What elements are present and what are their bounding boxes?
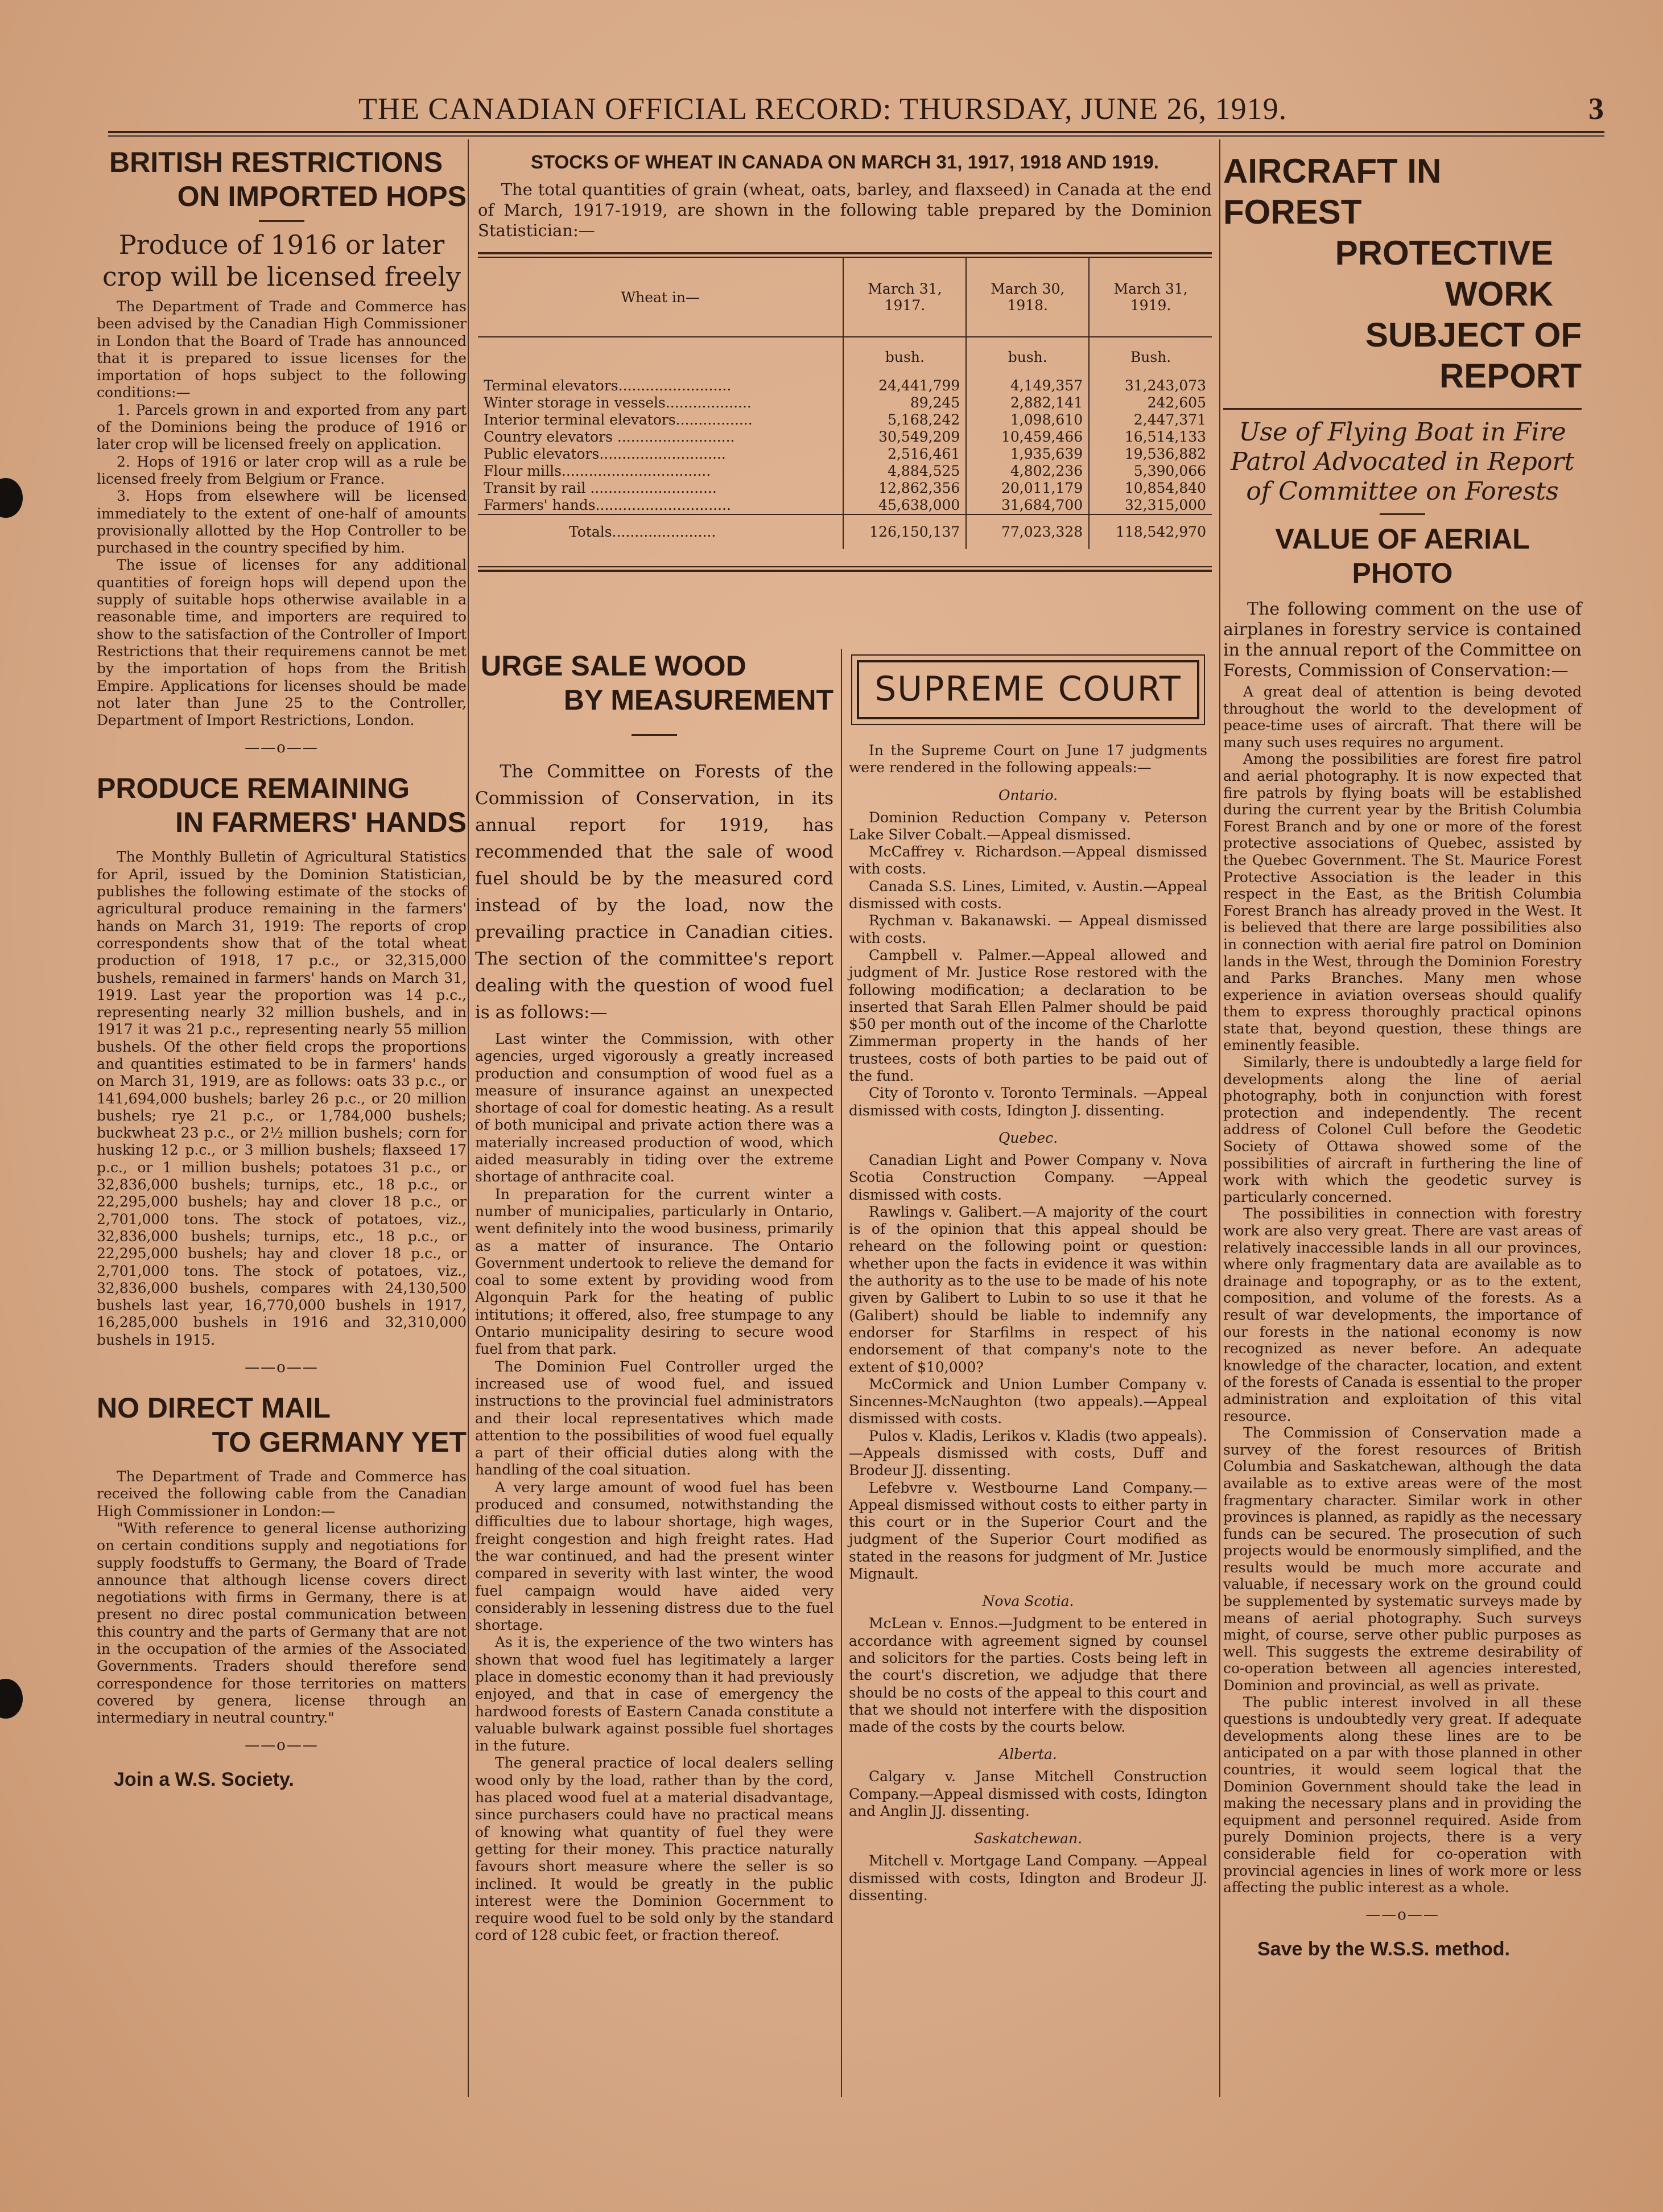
masthead	[102, 85, 1604, 131]
hops-article-body	[97, 298, 467, 729]
hops-subhead: Produce of 1916 or later crop will be licensed freely	[102, 229, 461, 292]
stocks-cell: 30,549,209	[843, 429, 966, 446]
stocks-table-rule-bottom	[478, 566, 1212, 567]
court-case: McLean v. Ennos.—Judgment to be entered in accordance with agreement signed by counsel and solicitors for the parties. Costs being left in the court's discretion, we adjudge that there should be no costs of the appeal to this court and that we should not interfere with the disposition made of the costs by the courts below.	[849, 1615, 1207, 1736]
court-case: Canadian Light and Power Company v. Nova Scotia Construction Company. —Appeal dismissed with costs.	[849, 1151, 1207, 1203]
stocks-unit: bush.	[966, 337, 1089, 377]
stocks-cell: 4,884,525	[843, 463, 966, 480]
aircraft-article-body	[1223, 683, 1582, 1896]
aircraft-headline-1: AIRCRAFT IN FOREST	[1223, 152, 1442, 231]
stocks-cell: 16,514,133	[1089, 429, 1212, 446]
court-province-heading: Alberta.	[999, 1746, 1057, 1763]
stocks-cell: 2,447,371	[1089, 411, 1212, 429]
stocks-cell: 126,150,137	[843, 514, 966, 549]
court-province-heading: Saskatchewan.	[973, 1830, 1083, 1847]
stocks-cell: 89,245	[843, 394, 966, 411]
stocks-cell: 5,390,066	[1089, 463, 1212, 480]
mail-paragraph: The Department of Trade and Commerce has received the following cable from the Canadian High Commissioner in London:—	[97, 1468, 467, 1519]
stocks-cell: 1,935,639	[966, 446, 1089, 463]
wood-paragraph: The Dominion Fuel Controller urged the increased use of wood fuel, and issued instructions to the provincial fuel administrators and their local representatives which made attention to the possibilities of wood fuel equally a part of their official duties along with the handling of the coal situation.	[475, 1358, 833, 1478]
stocks-unit: bush.	[843, 337, 966, 377]
stocks-table-row	[478, 394, 1212, 411]
stocks-cell: Interior terminal elevators.................	[484, 411, 753, 428]
stocks-cell: Winter storage in vessels...................	[484, 394, 752, 411]
stocks-cell: 32,315,000	[1089, 497, 1212, 514]
court-case: Lefebvre v. Westbourne Land Company.—Appeal dismissed without costs to either party in this court or in the Superior Court and the judgment of the Superior Court modified as stated in the reasons for judgment of Mr. Justice Mignault.	[849, 1479, 1207, 1583]
court-case-list	[849, 1615, 1207, 1736]
stocks-col-header: Wheat in—	[621, 289, 700, 306]
hops-paragraph: The Department of Trade and Commerce has been advised by the Canadian High Commissioner in London that the Board of Trade has announced that it is prepared to issue licenses for the importation of hops subject to the following conditions:—	[97, 298, 467, 401]
stocks-cell: 45,638,000	[843, 497, 966, 514]
court-case: McCaffrey v. Richardson.—Appeal dismissed with costs.	[849, 843, 1207, 878]
wood-lead	[475, 759, 833, 1026]
stocks-cell: 5,168,242	[843, 411, 966, 429]
mail-headline-1: NO DIRECT MAIL	[97, 1392, 331, 1424]
court-case: City of Toronto v. Toronto Terminals. —Appeal dismissed with costs, Idington J. dissenting.	[849, 1085, 1207, 1119]
aircraft-headline-4: VALUE OF AERIAL PHOTO	[1275, 523, 1530, 589]
court-case: McCormick and Union Lumber Company v. Sincennes-McNaughton (two appeals).—Appeal dismissed with costs.	[849, 1375, 1207, 1427]
stocks-cell: Flour mills.................................	[484, 463, 711, 479]
masthead-rule	[108, 131, 1604, 133]
section-separator: ——o——	[245, 1737, 319, 1754]
aircraft-paragraph: The Commission of Conservation made a survey of the forest resources of British Columbia and Saskatchewan, although the data available as to extive areas were of the most fragmentary character. Similar work in other provinces is planned, as rapidly as the necessary funds can be secured. The prosecution of such projects would be enormously simplified, and the results would be much more accurate and valuable, if necessary work on the ground could be supplemented by systematic surveys made by means of aerial photography. Such surveys might, of course, serve other public purposes as well. This suggests the extreme desirability of co-operation between all agencies interested, Dominion and provincial, as well as private.	[1223, 1424, 1582, 1694]
stocks-table-row	[478, 446, 1212, 463]
aircraft-subhead: Use of Flying Boat in Fire Patrol Advocated in Report of Committee on Forests	[1230, 418, 1575, 506]
aircraft-paragraph: A great deal of attention is being devoted throughout the world to the development of peace-time uses of aircraft. That there will be many such uses requires no argument.	[1223, 683, 1582, 751]
binder-hole-upper	[0, 478, 23, 518]
stocks-col-header: March 31, 1917.	[843, 258, 966, 337]
stocks-header-row	[478, 258, 1212, 337]
stocks-cell: 4,802,236	[966, 463, 1089, 480]
stocks-cell: 31,684,700	[966, 497, 1089, 514]
hops-headline-rule	[259, 220, 304, 222]
court-case-list	[849, 809, 1207, 1119]
wood-paragraph: Last winter the Commission, with other agencies, urged vigorously a greatly increased production and consumption of wood fuel as a measure of insurance against an unexpected shortage of coal for domestic heating. As a result of both municipal and private action there was a materially increased production of wood, which aided measurably in tiding over the extreme shortage of anthracite coal.	[475, 1031, 833, 1185]
stocks-table-row	[478, 497, 1212, 514]
wood-article-body	[475, 1031, 833, 1945]
stocks-table-row	[478, 411, 1212, 429]
wood-paragraph: A very large amount of wood fuel has been produced and consumed, notwithstanding the difficulties due to labour shortage, high wages, freight congestion and high freight rates. Had the war continued, and had the present winter compared in severity with last winter, the wood fuel campaign would have aided very considerably in lessening distress due to the fuel shortage.	[475, 1478, 833, 1634]
stocks-cell: 20,011,179	[966, 480, 1089, 497]
mail-article-body	[97, 1468, 467, 1727]
mail-headline-2: TO GERMANY YET	[212, 1426, 467, 1459]
court-judgments	[849, 787, 1207, 1905]
court-case: Rychman v. Bakanawski. — Appeal dismissed with costs.	[849, 912, 1207, 946]
stocks-totals-row	[478, 514, 1212, 549]
court-intro	[849, 742, 1207, 777]
column-divider-3	[841, 649, 842, 2097]
column-divider-1	[468, 139, 469, 2097]
column-court	[849, 649, 1207, 1904]
court-case-list	[849, 1152, 1207, 1583]
column-divider-2	[1219, 139, 1220, 2097]
court-case: Pulos v. Kladis, Lerikos v. Kladis (two appeals).—Appeals dismissed with costs, Duff and Brodeur JJ. dissenting.	[849, 1427, 1207, 1479]
column-wood	[475, 649, 833, 1945]
aircraft-lead-text: The following comment on the use of airplanes in forestry service is contained in the annual report of the Committee on Forests, Commission of Conservation:—	[1223, 599, 1582, 681]
stocks-cell: Country elevators ..........................	[484, 429, 735, 445]
stocks-col-header: March 31, 1919.	[1089, 258, 1212, 337]
produce-headline-1: PRODUCE REMAINING	[97, 772, 410, 805]
stocks-cell: 1,098,610	[966, 411, 1089, 429]
aircraft-headline-rule	[1223, 408, 1582, 410]
hops-paragraph: The issue of licenses for any additional quantities of foreign hops will depend upon the supply of suitable hops otherwise available in a reasonable time, and importers are required to show to the satisfaction of the Controller of Import Restrictions that their requiremens cannot be met by the importation of hops from the British Empire. Applications for licenses should be made not later than June 25 to the Controller, Department of Import Restrictions, London.	[97, 557, 467, 729]
aircraft-subhead-rule	[1380, 513, 1425, 515]
stocks-cell: Farmers' hands..............................	[484, 497, 731, 513]
section-separator: ——o——	[245, 1359, 319, 1377]
wheat-stocks-table	[478, 258, 1212, 549]
stocks-table-row	[478, 429, 1212, 446]
stocks-unit	[478, 337, 843, 377]
stocks-cell: 24,441,799	[843, 377, 966, 394]
wood-paragraph: The general practice of local dealers selling wood only by the load, rather than by the cord, has placed wood fuel at a material disadvantage, since purchasers could have no practical means of knowing what quantity of fuel they were getting for their money. This practice naturally favours short measure where the seller is so inclined. It would be greatly in the public interest were the Dominion Gocernment to require wood fuel to be sold only by the standard cord of 128 cubic feet, or fraction thereof.	[475, 1754, 833, 1944]
hops-headline-2: ON IMPORTED HOPS	[177, 180, 467, 212]
stocks-cell: 10,459,466	[966, 429, 1089, 446]
column-left	[97, 145, 467, 1791]
court-province-heading: Quebec.	[998, 1129, 1058, 1146]
aircraft-paragraph: Similarly, there is undoubtedly a large field for developments along the line of aerial photography, both in conjunction with forest protection and independently. The recent address of Colonel Cull before the Geodetic Society of Ottawa showed some of the possibilities of aircraft in furthering the line of work with which the geodetic survey is particularly concerned.	[1223, 1054, 1582, 1205]
wood-lead-text: The Committee on Forests of the Commission of Conservation, in its annual report for 1919, has recommended that the sale of wood fuel should be by the measured cord instead of by the load, now the prevailing practice in Canadian cities. The section of the committee's report dealing with the question of wood fuel is as follows:—	[475, 761, 833, 1023]
wood-headline-1: URGE SALE WOOD	[481, 650, 746, 682]
stocks-table-rule-bottom-thick	[478, 570, 1212, 572]
court-case: Campbell v. Palmer.—Appeal allowed and judgment of Mr. Justice Rose restored with the following modification; a declaration to be inserted that Sarah Ellen Palmer should be paid $50 per month out of the income of the Charlotte Zimmerman property in the hands of her trustees, costs of both parties to be paid out of the fund.	[849, 946, 1207, 1085]
column-right	[1223, 151, 1582, 1960]
aircraft-paragraph: The public interest involved in all these questions is undoubtedly very great. If adequate developments along these lines are to be anticipated on a par with those planned in other countries, it would seem logical that the Dominion Government should take the lead in making the necessary plans and in providing the equipment and personnel required. Aside from purely Dominion projects, there is a very considerable field for co-operation with provincial agencies in lines of work more or less affecting the public interest as a whole.	[1223, 1694, 1582, 1896]
stocks-cell: Terminal elevators.........................	[484, 377, 732, 394]
page-number: 3	[1588, 92, 1604, 126]
wood-headline-2: BY MEASUREMENT	[563, 684, 833, 716]
hops-paragraph: 2. Hops of 1916 or later crop will as a rule be licensed freely from Belgium or France.	[97, 453, 467, 487]
aircraft-lead	[1223, 599, 1582, 681]
wood-paragraph: In preparation for the current winter a number of municipalies, particularly in Ontario, went definitely into the wood business, primarily as a matter of insurance. The Ontario Government undertook to relieve the demand for coal to some extent by providing wood from Algonquin Park for the heating of public intitutions; it offered, also, free stumpage to any Ontario municipality desiring to secure wood fuel from that park.	[475, 1185, 833, 1358]
wood-paragraph: As it is, the experience of the two winters has shown that wood fuel has legitimately a larger place in domestic economy than it had previously enjoyed, and that in case of emergency the hardwood forests of Eastern Canada constitute a valuable bulwark against possible fuel shortages in the future.	[475, 1634, 833, 1754]
stocks-intro	[478, 179, 1212, 241]
stocks-cell: 118,542,970	[1089, 514, 1212, 549]
stocks-cell: 31,243,073	[1089, 377, 1212, 394]
aircraft-headline-3: SUBJECT OF REPORT	[1365, 316, 1582, 395]
stocks-cell: 2,882,141	[966, 394, 1089, 411]
stocks-cell: Totals.......................	[478, 514, 843, 549]
hops-paragraph: 1. Parcels grown in and exported from any part of the Dominions being the produce of 1916 or later crop will be licensed freely on application.	[97, 401, 467, 453]
aircraft-headline-2: PROTECTIVE WORK	[1335, 234, 1553, 313]
stocks-cell: 12,862,356	[843, 480, 966, 497]
stocks-cell: 19,536,882	[1089, 446, 1212, 463]
wood-headline-rule	[632, 734, 677, 736]
masthead-rule-thin	[108, 135, 1604, 137]
stocks-units-row	[478, 337, 1212, 377]
court-province-heading: Ontario.	[998, 786, 1058, 804]
section-separator: ——o——	[245, 739, 319, 757]
court-case-list	[849, 1852, 1207, 1904]
masthead-title: THE CANADIAN OFFICIAL RECORD: THURSDAY, JUNE 26, 1919.	[358, 92, 1288, 126]
mail-paragraph: "With reference to general license authorizing on certain conditions supply and negotiations for supply foodstuffs to Germany, the Board of Trade announce that although license covers direct negotiations with firms in Germany, there is at present no direc postal communication between this country and the parts of Germany that are not in the occupation of the armies of the Associated Governments. Traders should therefore send correspondence for those territories on matters covered by genera, license through an intermediary in neutral country."	[97, 1519, 467, 1727]
aircraft-paragraph: Among the possibilities are forest fire patrol and aerial photography. It is now expected that fire patrols by flying boats will be established during the current year by the British Columbia Forest Branch and by one or more of the forest protective associations of Quebec, assisted by the Quebec Government. The St. Maurice Forest Protective Association is the leader in this respect in the East, as the British Columbia Forest Branch has already proved in the West. It is believed that there are large possibilities also in connection with aerial fire patrol on Dominion lands in the West, through the Dominion Forestry and Parks Branches. Many men whose experience in aviation overseas should qualify them to express thoroughly practical opinons state that, beyond question, these things are eminently feasible.	[1223, 751, 1582, 1054]
footer-slogan-left: Join a W.S. Society.	[114, 1769, 294, 1791]
produce-article-body	[97, 848, 467, 1349]
stocks-table-rule-top	[478, 252, 1212, 254]
produce-headline-2: IN FARMERS' HANDS	[175, 806, 467, 839]
aircraft-paragraph: The possibilities in connection with forestry work are also very great. There are vast areas of relatively inaccessible lands in all our provinces, where only fragmentary data are available as to drainage and topography, or as to the extent, composition, and volume of the forests. As a result of war developments, the importance of our forests in the national economy is now recognized as never before. An adequate knowledge of the character, location, and extent of the forests of Canada is essential to the proper administration and exploitation of this vital resource.	[1223, 1205, 1582, 1424]
section-separator: ——o——	[1365, 1906, 1439, 1923]
binder-hole-lower	[0, 1679, 23, 1719]
stocks-table-row	[478, 377, 1212, 394]
stocks-cell: 242,605	[1089, 394, 1212, 411]
stocks-cell: Public elevators............................	[484, 446, 726, 462]
stocks-table-row	[478, 480, 1212, 497]
court-case: Canada S.S. Lines, Limited, v. Austin.—Appeal dismissed with costs.	[849, 878, 1207, 912]
produce-paragraph: The Monthly Bulletin of Agricultural Statistics for April, issued by the Dominion Statistician, publishes the following estimate of the stocks of agricultural produce remaining in the farmers' hands on March 31, 1919: The reports of crop correspondents show that of the total wheat production of 1918, 17 p.c., or 32,315,000 bushels, remained in farmers' hands on March 31, 1919. Last year the proportion was 14 p.c., representing nearly 32 million bushels, and in 1917 it was 21 p.c., representing nearly 55 million bushels. Of the other field crops the proportions and quantities estimated to be in farmers' hands on March 31, 1919, are as follows: oats 33 p.c., or 141,694,000 bushels; barley 26 p.c., or 20 million bushels; rye 21 p.c., or 1,784,000 bushels; buckwheat 23 p.c., or 2½ million bushels; corn for husking 12 p.c., or 3 million bushels; flaxseed 17 p.c., or 1 million bushels; potatoes 31 p.c., or 32,836,000 bushels; turnips, etc., 18 p.c., or 22,295,000 bushels; hay and clover 18 p.c., or 2,701,000 tons. The stock of potatoes, viz., 32,836,000 bushels; turnips, etc., 18 p.c., or 22,295,000 bushels; hay and clover 18 p.c., or 2,701,000 tons. The stock of potatoes, viz., 32,836,000 bushels, compares with 24,130,500 bushels last year, 16,770,000 bushels in 1917, 16,285,000 bushels in 1916 and 32,310,000 bushels in 1915.	[97, 848, 467, 1348]
court-case: Dominion Reduction Company v. Peterson Lake Silver Cobalt.—Appeal dismissed.	[849, 809, 1207, 843]
court-case-list	[849, 1768, 1207, 1820]
court-case: Rawlings v. Galibert.—A majority of the court is of the opinion that this appeal should be reheard on the following point or question: whether upon the facts in evidence it was within the authority as to the use to be made of his note given by Galibert to Lubin to so use it that he (Galibert) should be liable to indemnify any endorser for Starfilms in respect of his endorsement of that company's note to the extent of $10,000?	[849, 1203, 1207, 1375]
court-case: Calgary v. Janse Mitchell Construction Company.—Appeal dismissed with costs, Idington and Anglin JJ. dissenting.	[849, 1768, 1207, 1820]
stocks-cell: 4,149,357	[966, 377, 1089, 394]
court-province-heading: Nova Scotia.	[982, 1593, 1074, 1610]
stocks-unit: Bush.	[1089, 337, 1212, 377]
footer-slogan-right: Save by the W.S.S. method.	[1257, 1938, 1510, 1960]
hops-headline-1: BRITISH RESTRICTIONS	[109, 146, 443, 178]
hops-paragraph: 3. Hops from elsewhere will be licensed immediately to the extent of one-half of amounts provisionally allotted by the Hop Controller to be purchased in the country specified by him.	[97, 488, 467, 557]
stocks-table-row	[478, 463, 1212, 480]
stocks-intro-text: The total quantities of grain (wheat, oats, barley, and flaxseed) in Canada at the end of March, 1917-1919, are shown in the following table prepared by the Dominion Statistician:—	[478, 180, 1212, 240]
stocks-col-header: March 30, 1918.	[966, 258, 1089, 337]
stocks-cell: 2,516,461	[843, 446, 966, 463]
wheat-stocks-section	[478, 151, 1212, 572]
supreme-court-title-box: SUPREME COURT	[857, 660, 1199, 719]
stocks-cell: 10,854,840	[1089, 480, 1212, 497]
court-case: Mitchell v. Mortgage Land Company. —Appeal dismissed with costs, Idington and Brodeur JJ. dissenting.	[849, 1852, 1207, 1904]
stocks-cell: Transit by rail ............................	[484, 480, 717, 496]
stocks-cell: 77,023,328	[966, 514, 1089, 549]
court-intro-text: In the Supreme Court on June 17 judgments were rendered in the following appeals:—	[849, 742, 1207, 776]
stocks-headline: STOCKS OF WHEAT IN CANADA ON MARCH 31, 1917, 1918 AND 1919.	[531, 151, 1159, 172]
